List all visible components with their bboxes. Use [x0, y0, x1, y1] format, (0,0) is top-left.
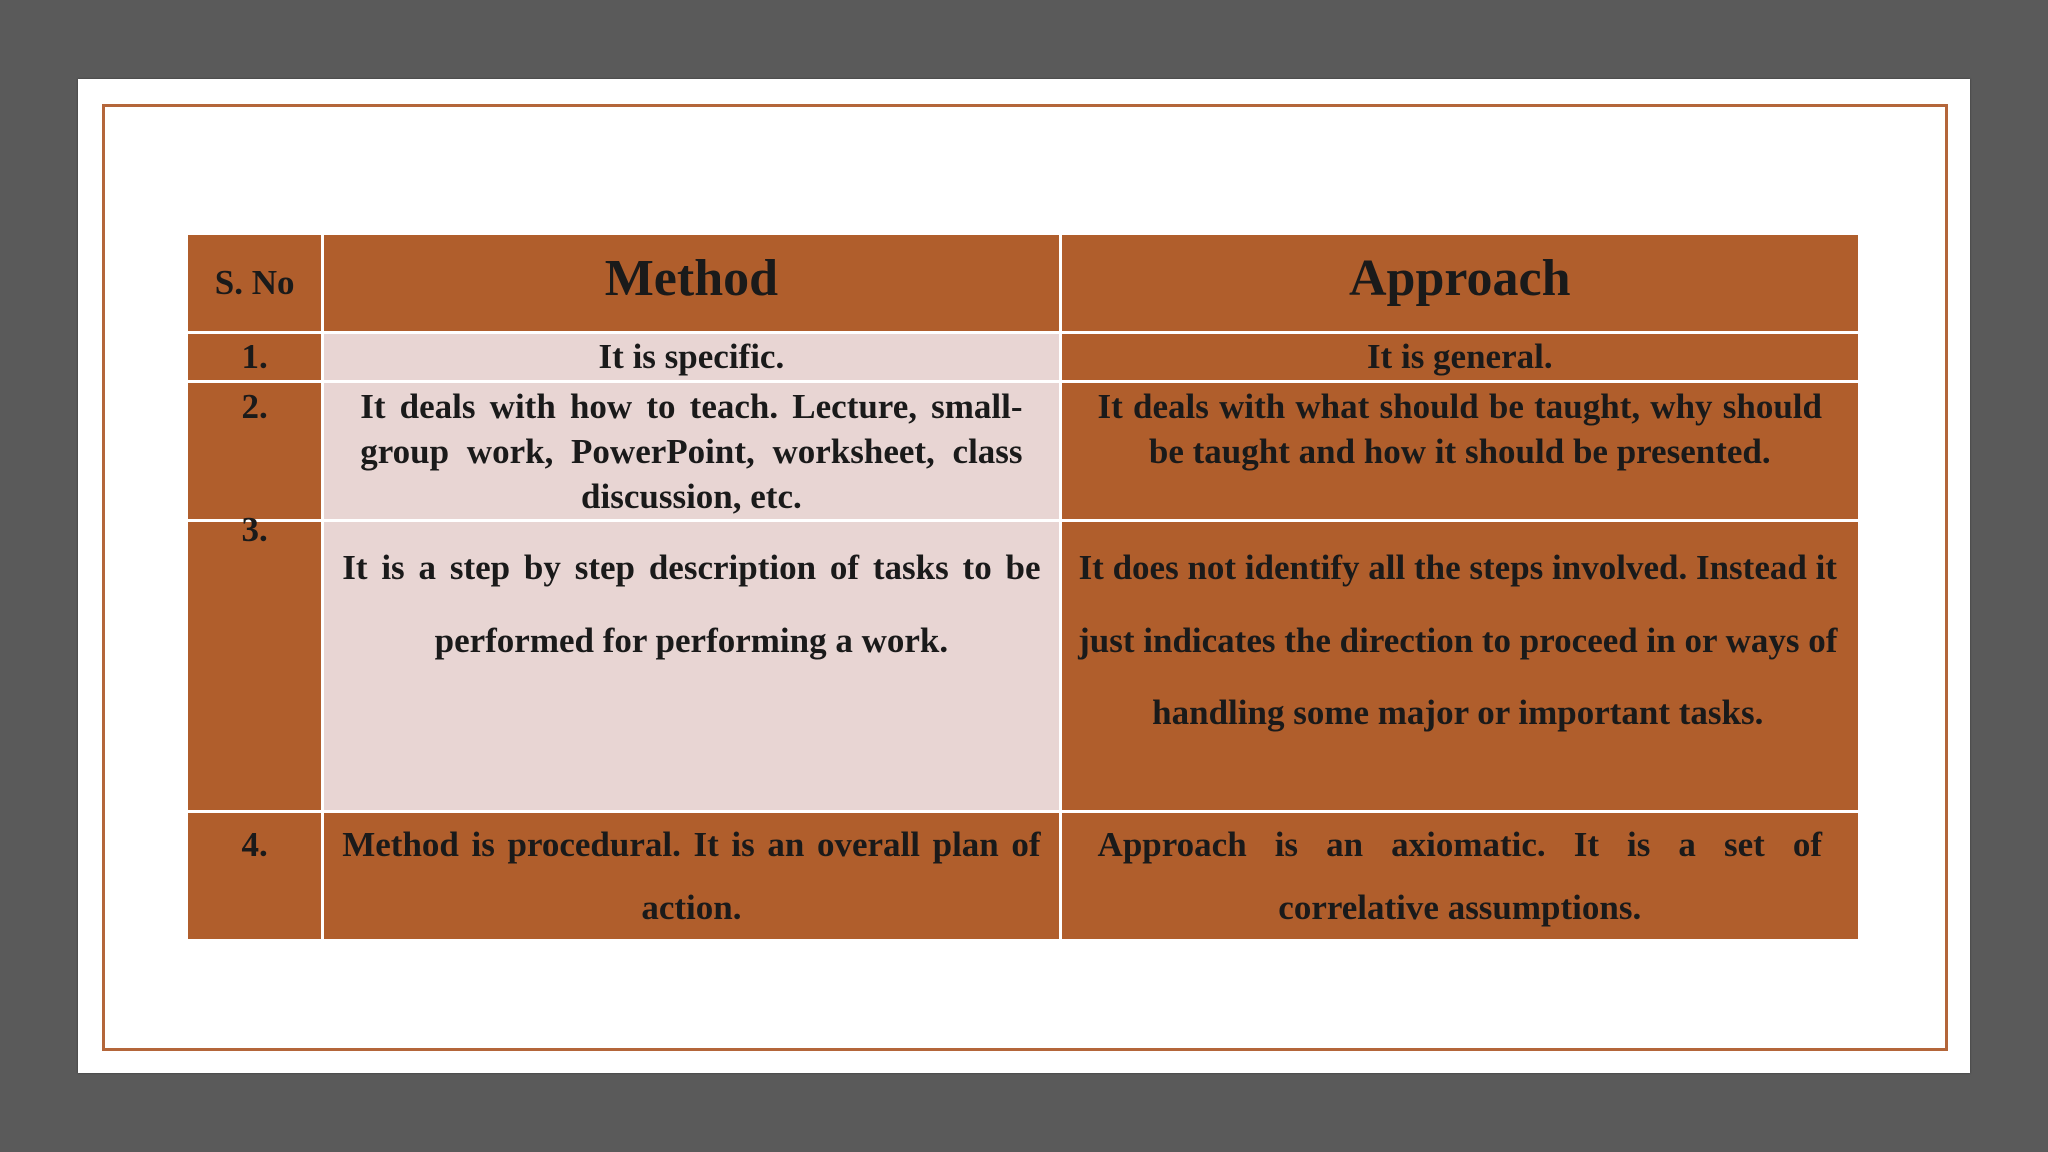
table-row: [187, 521, 1860, 812]
method-cell-wrapper: [323, 521, 1060, 812]
row-number: 1.: [187, 333, 323, 382]
method-vs-approach-table: [185, 232, 1861, 942]
approach-cell: It does not identify all the steps involved. Instead it just indicates the direction to proceed in or ways of handling some major or important tasks.: [1078, 548, 1838, 733]
approach-cell-wrapper: [1060, 521, 1859, 812]
row-number-cell: [187, 510, 323, 812]
header-method: Method: [323, 234, 1060, 333]
method-cell: Method is procedural. It is an overall plan of action.: [323, 812, 1060, 941]
approach-cell: It is general.: [1060, 333, 1859, 382]
table-row: [187, 382, 1860, 521]
header-sno: S. No: [187, 234, 323, 333]
approach-cell: Approach is an axiomatic. It is a set of correlative assumptions.: [1060, 812, 1859, 941]
slide: [78, 79, 1970, 1073]
method-cell: It is a step by step description of tasks to be performed for performing a work.: [342, 548, 1041, 660]
table-row: [187, 812, 1860, 941]
comparison-table-wrapper: [185, 232, 1861, 942]
table-row: [187, 333, 1860, 382]
approach-cell: It deals with what should be taught, why should be taught and how it should be presented.: [1060, 382, 1859, 521]
method-cell: It is specific.: [323, 333, 1060, 382]
row-number: 2.: [187, 382, 323, 521]
row-number: 3.: [241, 510, 268, 550]
method-cell: It deals with how to teach. Lecture, small-group work, PowerPoint, worksheet, class discussion, etc.: [323, 382, 1060, 521]
header-approach: Approach: [1060, 234, 1859, 333]
row-number: 4.: [187, 812, 323, 941]
table-header-row: [187, 234, 1860, 333]
